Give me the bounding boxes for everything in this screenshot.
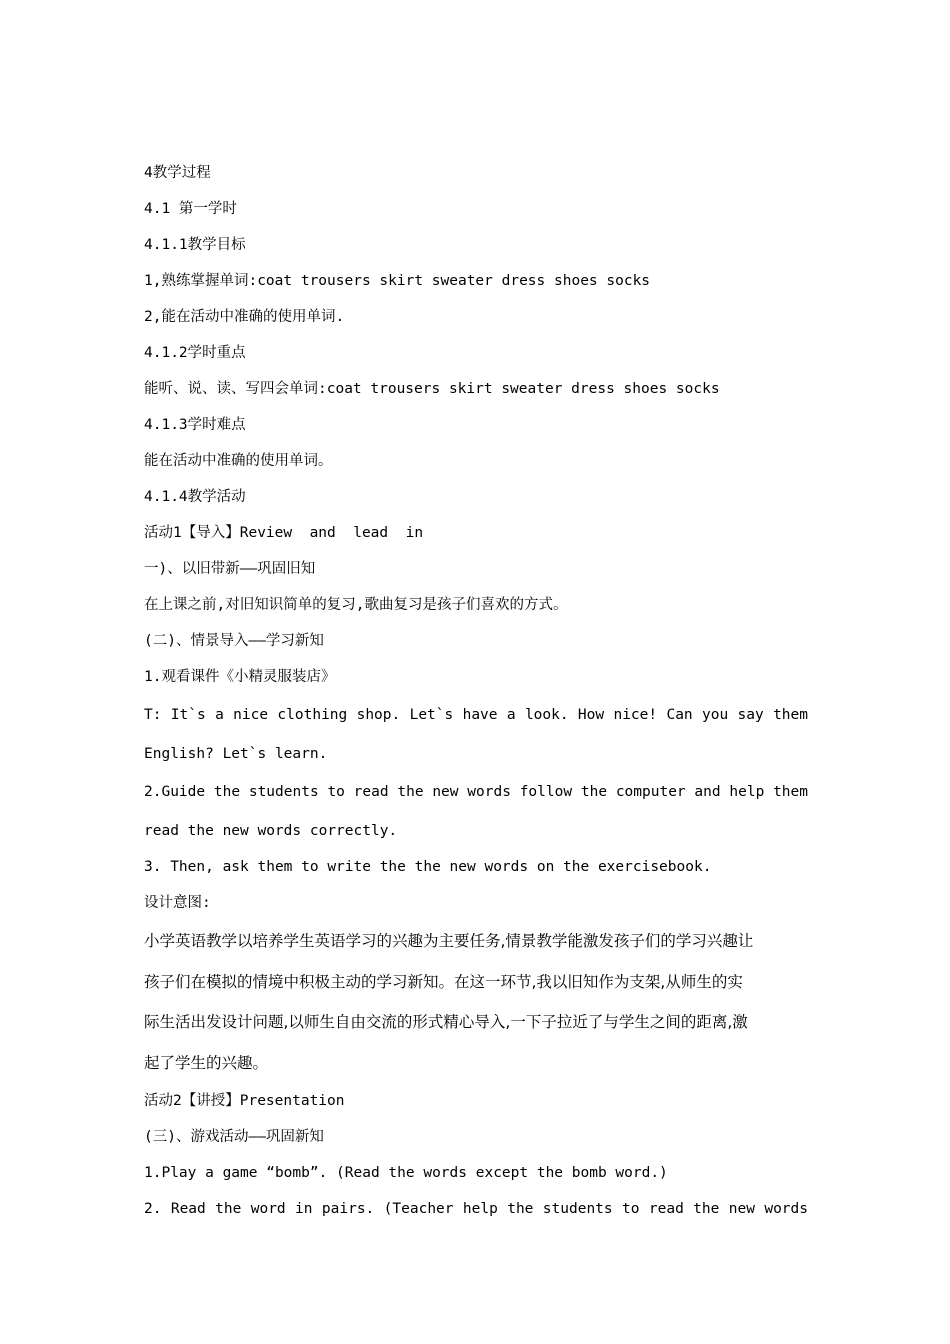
subsection-heading: 4.1.2学时重点 [144, 345, 246, 361]
text-line: 2,能在活动中准确的使用单词. [144, 309, 345, 325]
instruction-line: 3. Then, ask them to write the the new words on the exercisebook. [144, 859, 712, 875]
subsection-heading: 4.1.4教学活动 [144, 489, 246, 505]
instruction-line: 1.Play a game “bomb”. (Read the words except the bomb word.) [144, 1165, 668, 1181]
design-paragraph-line: 际生活出发设计问题,以师生自由交流的形式精心导入,一下子拉近了与学生之间的距离,激 [144, 1013, 748, 1031]
design-paragraph-line: 小学英语教学以培养学生英语学习的兴趣为主要任务,情景教学能激发孩子们的学习兴趣让 [144, 932, 754, 950]
text-line: (三)、游戏活动——巩固新知 [144, 1129, 324, 1145]
activity-heading: 活动2【讲授】Presentation [144, 1093, 345, 1109]
dialogue-line: English? Let`s learn. [144, 746, 328, 762]
text-line: 在上课之前,对旧知识简单的复习,歌曲复习是孩子们喜欢的方式。 [144, 597, 568, 613]
dialogue-line: T: It`s a nice clothing shop. Let`s have a look. How nice! Can you say them [144, 707, 808, 723]
text-line: 能在活动中准确的使用单词。 [144, 453, 333, 469]
section-heading: 4教学过程 [144, 165, 211, 181]
text-line: 1,熟练掌握单词:coat trousers skirt sweater dress shoes socks [144, 273, 651, 289]
subsection-heading: 4.1.3学时难点 [144, 417, 246, 433]
instruction-line: 2.Guide the students to read the new words follow the computer and help them [144, 784, 808, 800]
instruction-line: 2. Read the word in pairs. (Teacher help the students to read the new words [144, 1201, 808, 1217]
text-line: 1.观看课件《小精灵服装店》 [144, 669, 336, 685]
text-line: 能听、说、读、写四会单词:coat trousers skirt sweater dress shoes socks [144, 381, 720, 397]
activity-heading: 活动1【导入】Review and lead in [144, 525, 424, 541]
design-paragraph-line: 孩子们在模拟的情境中积极主动的学习新知。在这一环节,我以旧知作为支架,从师生的实 [144, 972, 743, 991]
subsection-heading: 4.1 第一学时 [144, 201, 237, 217]
subsection-heading: 4.1.1教学目标 [144, 237, 246, 253]
text-line: (二)、情景导入——学习新知 [144, 633, 324, 649]
design-label: 设计意图: [144, 895, 211, 911]
text-line: 一)、以旧带新——巩固旧知 [144, 561, 316, 577]
document-body [144, 155, 808, 1227]
instruction-line: read the new words correctly. [144, 823, 398, 839]
design-paragraph-line: 起了学生的兴趣。 [144, 1053, 269, 1072]
